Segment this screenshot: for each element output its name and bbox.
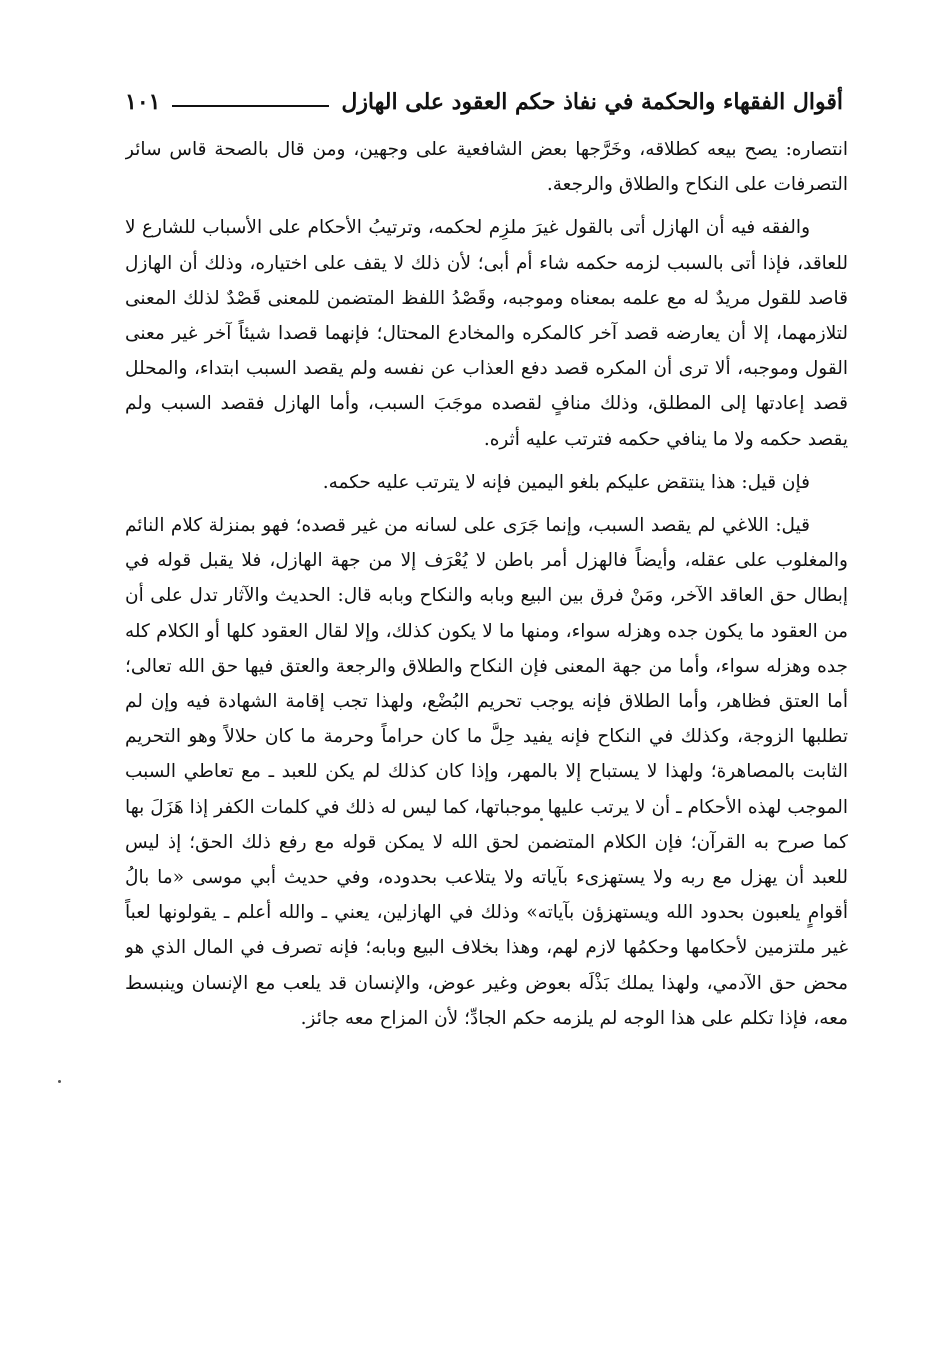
running-header <box>125 84 843 120</box>
header-rule <box>172 105 329 107</box>
scan-speck <box>540 818 543 821</box>
paragraph-objection: فإن قيل: هذا ينتقض عليكم بلغو اليمين فإنه لا يترتب عليه حكمه. <box>322 471 810 493</box>
scan-speck <box>58 1080 61 1083</box>
paragraph-fiqh: والفقه فيه أن الهازل أتى بالقول غيرَ ملزِم لحكمه، وترتيبُ الأحكام على الأسباب للشارع لا للعاقد، فإذا أتى بالسبب لزمه حكمه شاء أم أبى؛ لأن ذلك لا يقف على اختياره، وذلك أن الهازل قاصد للقول مريدٌ له مع علمه بمعناه وموجبه، وقَصْدُ اللفظ المتضمن للمعنى قَصْدٌ لذلك المعنى لتلازمهما، إلا أن يعارضه قصد آخر كالمكره والمخادع المحتال؛ فإنهما قصدا شيئاً آخر غير معنى القول وموجبه، ألا ترى أن المكره قصد دفع العذاب عن نفسه ولم يقصد السبب ابتداء، والمحلل قصد إعادتها إلى المطلق، وذلك منافٍ لقصده موجَبَ السبب، وأما الهازل فقصد السبب ولم يقصد حكمه ولا ما ينافي حكمه فترتب عليه أثره. <box>125 217 848 450</box>
page-number: ١٠١ <box>125 89 161 115</box>
paragraph-reply: قيل: اللاغي لم يقصد السبب، وإنما جَرَى على لسانه من غير قصده؛ فهو بمنزلة كلام النائم والمغلوب على عقله، وأيضاً فالهزل أمر باطن لا يُعْرَف إلا من جهة الهازل، فلا يقبل قوله في إبطال حق العاقد الآخر، ومَنْ فرق بين البيع وبابه والنكاح وبابه قال: الحديث والآثار تدل على أن من العقود ما يكون جده وهزله سواء، ومنها ما لا يكون كذلك، وإلا لقال العقود كلها أو الكلام كله جده وهزله سواء، وأما من جهة المعنى فإن النكاح والطلاق والرجعة والعتق فيها حق الله تعالى؛ أما العتق فظاهر، وأما الطلاق فإنه يوجب تحريم البُضْع، ولهذا تجب إقامة الشهادة فيه وإن لم تطلبها الزوجة، وكذلك في النكاح فإنه يفيد حِلَّ ما كان حراماً وحرمة ما كان حلالاً وهو التحريم الثابت بالمصاهرة؛ ولهذا لا يستباح إلا بالمهر، وإذا كان كذلك لم يكن للعبد ـ مع تعاطي السبب الموجب لهذه الأحكام ـ أن لا يرتب عليها موجباتها، كما ليس له ذلك في كلمات الكفر إذا هَزَلَ بها كما صرح به القرآن؛ فإن الكلام المتضمن لحق الله لا يمكن قوله مع رفع ذلك الحق؛ إذ ليس للعبد أن يهزل مع ربه ولا يستهزىء بآياته ولا يتلاعب بحدوده، وفي حديث أبي موسى «ما بالُ أقوامٍ يلعبون بحدود الله ويستهزؤن بآياته» وذلك في الهازلين، يعني ـ والله أعلم ـ يقولونها لعباً غير ملتزمين لأحكامها وحكمُها لازم لهم، وهذا بخلاف البيع وبابه؛ فإنه تصرف في المال الذي هو محض حق الآدمي، ولهذا يملك بَذْلَه بعوض وغير عوض، والإنسان قد يلعب مع الإنسان وينبسط معه، فإذا تكلم على هذا الوجه لم يلزمه حكم الجادِّ؛ لأن المزاح معه جائز. <box>125 515 848 1029</box>
page-body <box>125 132 848 1267</box>
header-title: أقوال الفقهاء والحكمة في نفاذ حكم العقود على الهازل <box>341 89 843 115</box>
paragraph-continuation: انتصاره: يصح بيعه كطلاقه، وخَرَّجها بعض الشافعية على وجهين، ومن قال بالصحة قاس سائر التصرفات على النكاح والطلاق والرجعة. <box>125 139 848 196</box>
